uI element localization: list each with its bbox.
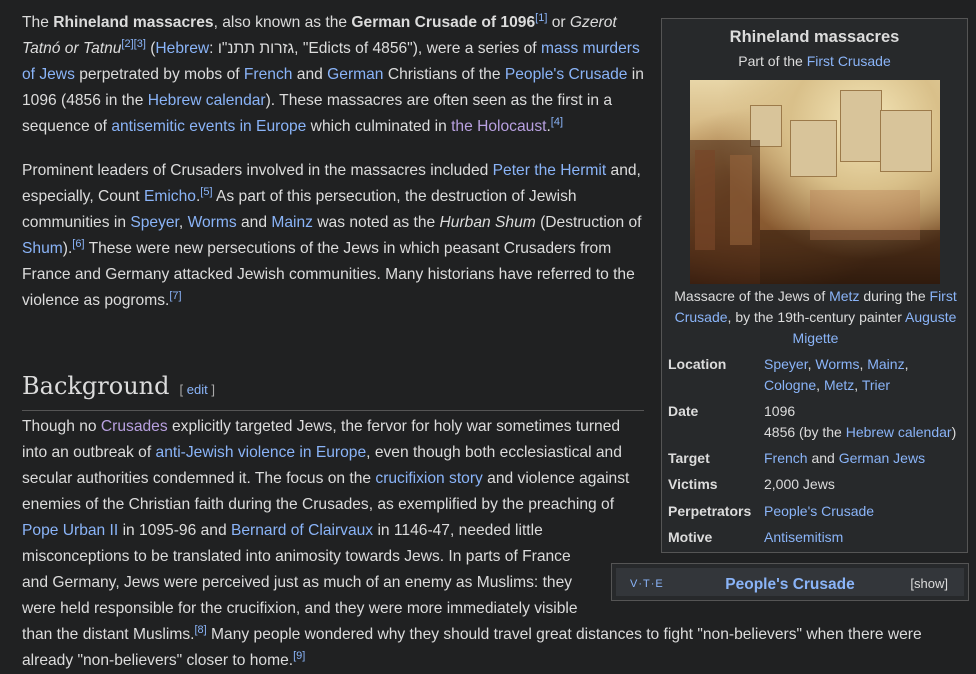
link-mass-murders[interactable]: mass murders of Jews — [22, 40, 640, 83]
text: into an outbreak of — [22, 444, 156, 461]
link-german-jews[interactable]: German Jews — [838, 450, 926, 466]
text: than the distant Muslims. — [22, 626, 195, 643]
row-label: Motive — [668, 529, 713, 545]
line: enemies of the Christian faith during the Crusades, as exemplified by the preaching of — [22, 496, 615, 513]
text: , — [178, 214, 188, 231]
line: and Germany, Jews were perceived just as much of an enemy as Muslims: they — [22, 574, 573, 591]
link-auguste-migette[interactable]: Auguste Migette — [792, 309, 957, 346]
link-speyer[interactable]: Speyer — [130, 214, 179, 231]
row-label: Perpetrators — [668, 503, 752, 519]
text: : גזרות תתנ"ו, "Edicts of 4856"), were a series of — [209, 40, 541, 57]
row-value: 2,000 Jews — [764, 476, 835, 492]
section-title: Background — [22, 372, 170, 400]
italic-name: Gzerot Tatnó or Tatnu — [22, 14, 617, 57]
image-caption — [670, 286, 961, 349]
link-german[interactable]: German — [327, 66, 384, 83]
infobox-row-date — [668, 401, 963, 443]
text: and — [807, 450, 839, 466]
text: was noted as the — [312, 214, 440, 231]
text: ) — [951, 424, 957, 440]
link-french[interactable]: French — [243, 66, 293, 83]
ref-2-3[interactable]: [2][3] — [121, 37, 146, 50]
infobox — [661, 18, 968, 553]
text: These were new persecutions of the Jews in which peasant Crusaders from France and Germany attacked Jewish communities. Many historians have referred to the violence as pogroms. — [22, 240, 635, 309]
bracket: [ — [910, 576, 915, 591]
line — [22, 648, 962, 674]
text: Massacre of the Jews of — [674, 288, 830, 304]
link-bernard-of-clairvaux[interactable]: Bernard of Clairvaux — [230, 522, 374, 539]
bracket: [ — [179, 382, 187, 397]
link-mainz-ib[interactable]: Mainz — [867, 356, 905, 372]
line: were held responsible for the crucifixion, and they were more immediately visible — [22, 600, 578, 617]
link-metz[interactable]: Metz — [829, 288, 860, 304]
link-cologne-ib[interactable]: Cologne — [764, 377, 817, 393]
ref-1[interactable]: [1] — [535, 11, 548, 24]
row-label: Location — [668, 356, 727, 372]
bracket: ] — [944, 576, 948, 591]
text: Though no — [22, 418, 101, 435]
row-label: Victims — [668, 476, 718, 492]
link-hebrew[interactable]: Hebrew — [155, 40, 210, 57]
link-peoples-crusade-ib[interactable]: People's Crusade — [764, 503, 875, 519]
ref-5[interactable]: [5] — [200, 185, 213, 198]
link-peter-the-hermit[interactable]: Peter the Hermit — [492, 162, 607, 179]
text: and — [292, 66, 328, 83]
row-value — [764, 448, 964, 469]
edit-template-link[interactable]: E — [655, 578, 664, 590]
text: in 1146-47, needed little — [373, 522, 543, 539]
bracket: ] — [207, 382, 215, 397]
link-holocaust[interactable]: the Holocaust — [451, 118, 547, 135]
text: . — [195, 188, 201, 205]
text: The — [22, 14, 54, 31]
link-first-crusade-caption[interactable]: First Crusade — [674, 288, 957, 325]
navbox-header — [616, 568, 964, 596]
link-crucifixion-story[interactable]: crucifixion story — [375, 470, 483, 487]
infobox-subtitle — [662, 51, 967, 72]
link-peoples-crusade[interactable]: People's Crusade — [504, 66, 628, 83]
text: explicitly targeted Jews, the fervor for holy war sometimes turned — [167, 418, 621, 435]
row-value — [764, 401, 964, 443]
ref-6[interactable]: [6] — [72, 237, 85, 250]
edit-link[interactable]: edit — [186, 382, 208, 397]
ref-8[interactable]: [8] — [194, 623, 207, 636]
vte-links: V·T·E — [630, 578, 664, 590]
link-french-ib[interactable]: French — [764, 450, 808, 466]
show-button[interactable]: show — [914, 576, 945, 591]
text: and violence against — [482, 470, 630, 487]
link-crusades[interactable]: Crusades — [100, 418, 168, 435]
link-worms[interactable]: Worms — [187, 214, 237, 231]
row-label: Date — [668, 403, 699, 419]
article-content — [22, 10, 650, 314]
link-hebrew-calendar[interactable]: Hebrew calendar — [147, 92, 266, 109]
link-antisemitism[interactable]: Antisemitism — [764, 529, 844, 545]
text: As part of this persecution, the destruction of Jewish communities in — [22, 188, 577, 231]
navbox-title[interactable]: People's Crusade — [725, 576, 855, 593]
ref-7[interactable]: [7] — [169, 289, 182, 302]
text: Many people wondered why they should travel great distances to fight "non-believers" when there were — [206, 626, 922, 643]
painting-image-icon[interactable] — [690, 80, 940, 284]
link-shum[interactable]: Shum — [22, 240, 63, 257]
link-first-crusade[interactable]: First Crusade — [806, 53, 891, 69]
line: misconceptions to be translated into animosity towards Jews. In parts of France — [22, 548, 571, 565]
section-heading-background — [22, 370, 644, 411]
bold-title: Rhineland massacres — [53, 14, 214, 31]
text: which culminated in — [306, 118, 452, 135]
infobox-title: Rhineland massacres — [729, 28, 900, 46]
bold-alt-title: German Crusade of 1096 — [351, 14, 536, 31]
link-hebrew-calendar-ib[interactable]: Hebrew calendar — [845, 424, 952, 440]
row-value: Speyer, Worms, Mainz, Cologne, Metz, Trier — [764, 356, 909, 393]
link-metz-ib[interactable]: Metz — [823, 377, 855, 393]
edit-section — [180, 382, 215, 397]
text: (Destruction of — [535, 214, 642, 231]
text: ). — [62, 240, 73, 257]
infobox-row-location — [668, 354, 963, 396]
second-paragraph — [22, 158, 650, 314]
text: , also known as the — [213, 14, 352, 31]
link-emicho[interactable]: Emicho — [143, 188, 196, 205]
text: , even though both ecclesiastical and — [366, 444, 622, 461]
link-worms-ib[interactable]: Worms — [815, 356, 860, 372]
row-label: Target — [668, 450, 710, 466]
link-antisemitic-events[interactable]: antisemitic events in Europe — [111, 118, 307, 135]
text: perpetrated by mobs of — [74, 66, 244, 83]
navbox-peoples-crusade — [611, 563, 969, 601]
text: or — [547, 14, 570, 31]
link-anti-jewish-violence[interactable]: anti-Jewish violence in Europe — [155, 444, 367, 461]
text: . — [546, 118, 551, 135]
text: Part of the — [738, 53, 807, 69]
lead-paragraph — [22, 10, 650, 140]
link-mainz[interactable]: Mainz — [271, 214, 313, 231]
text: ). These massacres are often seen as the first in a sequence of — [22, 92, 613, 135]
text: in 1095-96 and — [118, 522, 231, 539]
text: secular authorities condemned it. The focus on the — [22, 470, 376, 487]
view-template-link[interactable]: V — [630, 578, 639, 590]
text: Christians of the — [383, 66, 505, 83]
text: 1096 — [764, 403, 796, 419]
link-speyer-ib[interactable]: Speyer — [764, 356, 808, 372]
text: and, especially, Count — [22, 162, 641, 205]
navbox-toggle — [910, 574, 948, 594]
text: Prominent leaders of Crusaders involved in the massacres included — [22, 162, 493, 179]
line — [22, 622, 962, 648]
ref-4[interactable]: [4] — [550, 115, 564, 128]
ref-9[interactable]: [9] — [293, 649, 306, 662]
italic-hurban-shum: Hurban Shum — [439, 214, 536, 231]
talk-template-link[interactable]: T — [643, 578, 651, 590]
text: and — [236, 214, 272, 231]
text: during the — [859, 288, 930, 304]
text: 4856 (by the — [764, 424, 846, 440]
text: , by the 19th-century painter — [727, 309, 905, 325]
text: ( — [145, 40, 156, 57]
link-trier-ib[interactable]: Trier — [861, 377, 891, 393]
text: already "non-believers" closer to home. — [22, 652, 294, 669]
link-pope-urban-ii[interactable]: Pope Urban II — [22, 522, 119, 539]
text: in 1096 (4856 in the — [22, 66, 644, 109]
